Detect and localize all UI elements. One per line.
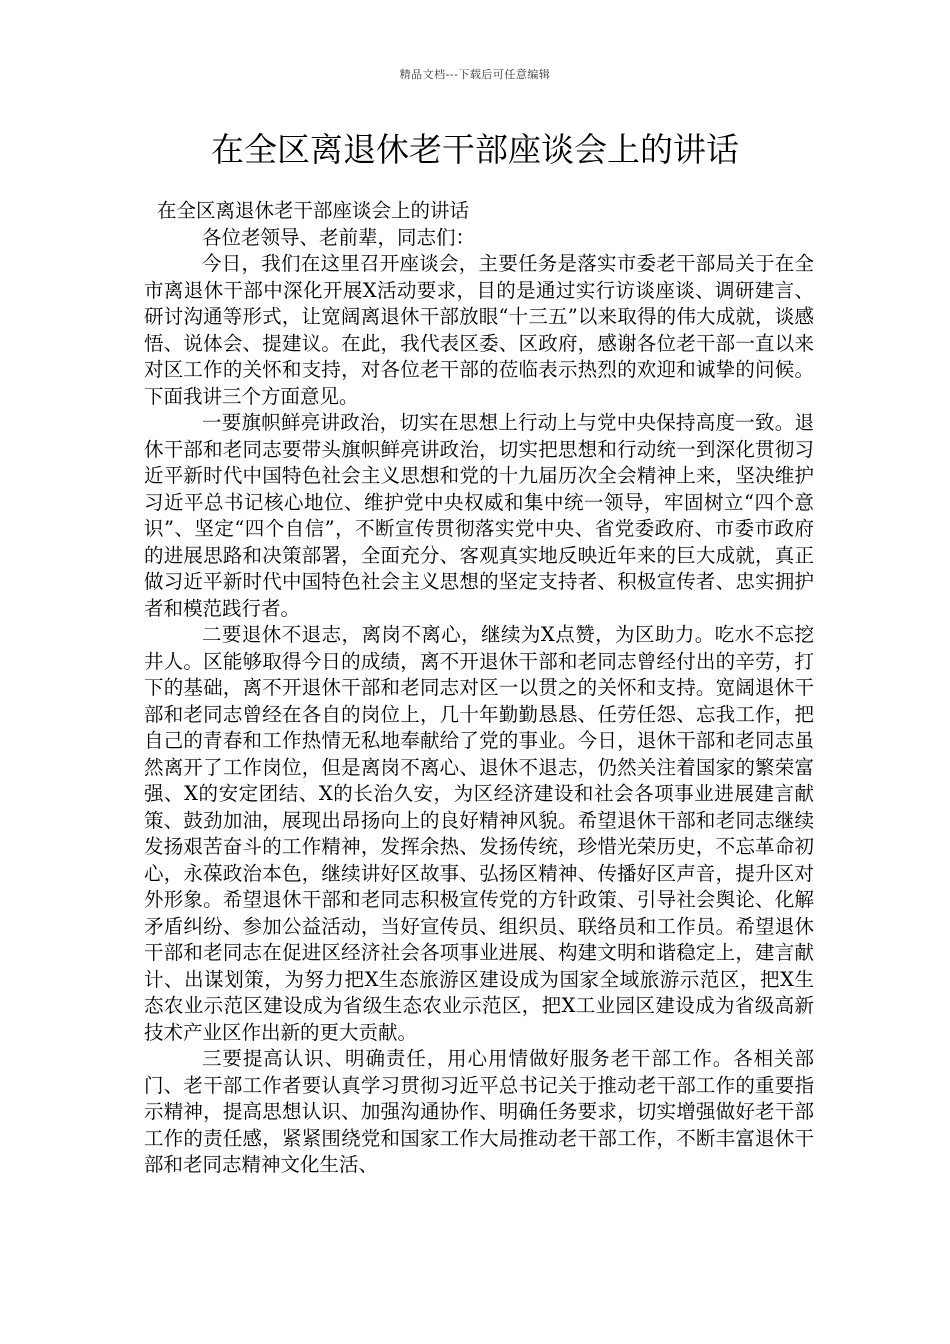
greeting: 各位老领导、老前辈，同志们： (202, 225, 476, 249)
paragraph-point-three: 三要提高认识、明确责任，用心用情做好服务老干部工作。各相关部门、老干部工作者要认真学习贯彻习近平总书记关于推动老干部工作的重要指示精神，提高思想认识、加强沟通协作、明确任务要求，切实增强做好老干部工作的责任感，紧紧围绕党和国家工作大局推动老干部工作，不断丰富退休干部和老同志精神文化生活、 (144, 1047, 814, 1176)
paragraph-intro: 今日，我们在这里召开座谈会，主要任务是落实市委老干部局关于在全市离退休干部中深化开展X活动要求，目的是通过实行访谈座谈、调研建言、研讨沟通等形式，让宽阔离退休干部放眼“十三五”以来取得的伟大成就，谈感悟、说体会、提建议。在此，我代表区委、区政府，感谢各位老干部一直以来对区工作的关怀和支持，对各位老干部的莅临表示热烈的欢迎和诚挚的问候。下面我讲三个方面意见。 (144, 252, 814, 408)
header-note: 精品文档---下载后可任意编辑 (399, 68, 551, 81)
document-body (144, 198, 814, 1179)
document-title: 在全区离退休老干部座谈会上的讲话 (211, 130, 739, 169)
paragraph-point-two: 二要退休不退志，离岗不离心，继续为X点赞，为区助力。吃水不忘挖井人。区能够取得今日的成绩，离不开退休干部和老同志曾经付出的辛劳，打下的基础，离不开退休干部和老同志对区一以贯之的关怀和支持。宽阔退休干部和老同志曾经在各自的岗位上，几十年勤勤恳恳、任劳任怨、忘我工作，把自己的青春和工作热情无私地奉献给了党的事业。今日，退休干部和老同志虽然离开了工作岗位，但是离岗不离心、退休不退志，仍然关注着国家的繁荣富强、X的安定团结、X的长治久安，为区经济建设和社会各项事业进展建言献策、鼓劲加油，展现出昂扬向上的良好精神风貌。希望退休干部和老同志继续发扬艰苦奋斗的工作精神，发挥余热、发扬传统，珍惜光荣历史，不忘革命初心，永葆政治本色，继续讲好区故事、弘扬区精神、传播好区声音，提升区对外形象。希望退休干部和老同志积极宣传党的方针政策、引导社会舆论、化解矛盾纠纷、参加公益活动，当好宣传员、组织员、联络员和工作员。希望退休干部和老同志在促进区经济社会各项事业进展、构建文明和谐稳定上，建言献计、出谋划策，为努力把X生态旅游区建设成为国家全域旅游示范区，把X生态农业示范区建设成为省级生态农业示范区，把X工业园区建设成为省级高新技术产业区作出新的更大贡献。 (144, 623, 814, 1044)
document-subtitle: 在全区离退休老干部座谈会上的讲话 (157, 199, 470, 222)
paragraph-point-one: 一要旗帜鲜亮讲政治，切实在思想上行动上与党中央保持高度一致。退休干部和老同志要带头旗帜鲜亮讲政治，切实把思想和行动统一到深化贯彻习近平新时代中国特色社会主义思想和党的十九届历次全会精神上来，坚决维护习近平总书记核心地位、维护党中央权威和集中统一领导，牢固树立“四个意识”、坚定“四个自信”，不断宣传贯彻落实党中央、省党委政府、市委市政府的进展思路和决策部署，全面充分、客观真实地反映近年来的巨大成就，真正做习近平新时代中国特色社会主义思想的坚定支持者、积极宣传者、忠实拥护者和模范践行者。 (144, 411, 814, 620)
